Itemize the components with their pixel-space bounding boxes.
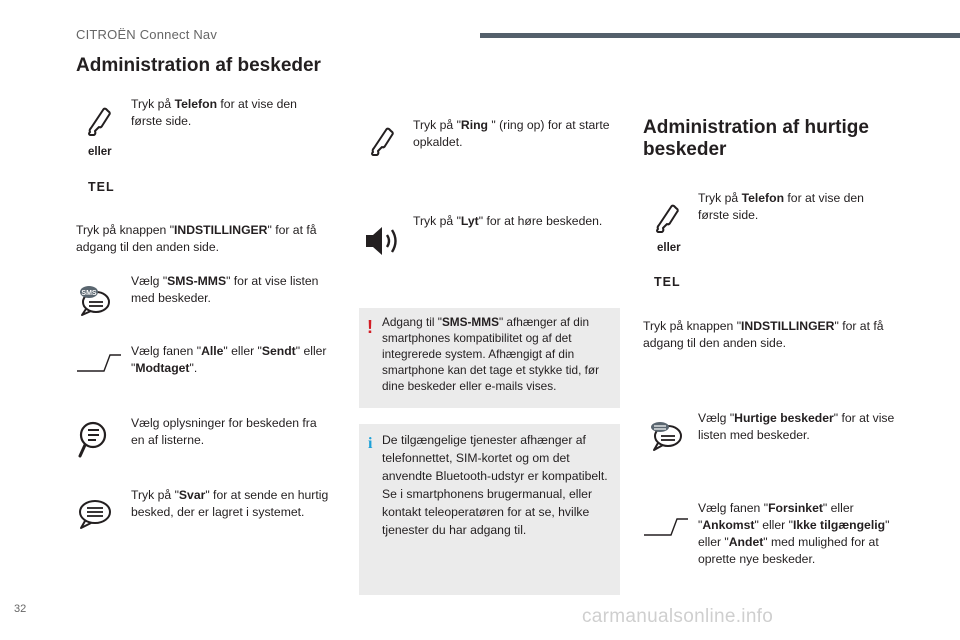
quick-messages-text: Vælg "Hurtige beskeder" for at vise listen med beskeder. xyxy=(698,411,895,442)
s2-step-phone-text: Tryk på Telefon for at vise den første side. xyxy=(698,191,864,222)
s2-tab-selector-icon xyxy=(643,518,689,536)
settings-text: Tryk på knappen "INDSTILLINGER" for at få adgang til den anden side. xyxy=(76,223,317,254)
phone-handset-icon xyxy=(369,126,397,156)
reply-message-icon xyxy=(76,498,112,530)
sms-icon-label: SMS xyxy=(81,290,97,297)
info-text: De tilgængelige tjenester afhænger af telefonnettet, SIM-kortet og om det anvendte Bluetooth-udstyr er kompatibelt. Se i smartphonens brugermanual, eller kontakt teleoperatøren for at se, hvilke tjenester du har adgang til. xyxy=(382,433,608,537)
info-icon: i xyxy=(368,435,373,452)
reply-text: Tryk på "Svar" for at sende en hurtig besked, der er lagret i systemet. xyxy=(131,488,329,519)
phone-handset-icon xyxy=(86,106,114,136)
sms-text: Vælg "SMS-MMS" for at vise listen med beskeder. xyxy=(131,274,319,305)
warning-icon: ! xyxy=(367,317,373,337)
s2-or-label: eller xyxy=(657,242,681,254)
detail-text: Vælg oplysninger for beskeden fra en af listerne. xyxy=(131,416,317,447)
phone-handset-icon xyxy=(654,203,682,233)
s2-settings-text: Tryk på knappen "INDSTILLINGER" for at få adgang til den anden side. xyxy=(643,319,884,350)
sms-message-icon xyxy=(76,283,112,317)
s2-tab-text: Vælg fanen "Forsinket" eller "Ankomst" eller "Ikke tilgængelig" eller "Andet" med mulighed for at oprette nye beskeder. xyxy=(698,501,890,566)
ring-text: Tryk på "Ring " (ring op) for at starte opkaldet. xyxy=(413,118,610,149)
tel-button: TEL xyxy=(88,180,115,194)
listen-text: Tryk på "Lyt" for at høre beskeden. xyxy=(413,214,603,228)
section1-title: Administration af beskeder xyxy=(76,55,321,76)
tab-selector-icon xyxy=(76,354,122,372)
header-brand: CITROËN Connect Nav xyxy=(76,27,218,42)
s2-tel-button: TEL xyxy=(654,275,681,289)
tab-text: Vælg fanen "Alle" eller "Sendt" eller "Modtaget". xyxy=(131,344,327,375)
or-label: eller xyxy=(88,146,112,158)
header-bar xyxy=(480,33,960,38)
quick-message-icon xyxy=(648,420,684,452)
page-number: 32 xyxy=(14,603,27,615)
speaker-icon xyxy=(364,225,400,257)
section2-title: Administration af hurtige beskeder xyxy=(643,117,869,160)
detail-list-icon xyxy=(78,420,110,460)
step-phone-text: Tryk på Telefon for at vise den første side. xyxy=(131,97,297,128)
warning-text: Adgang til "SMS-MMS" afhænger af din smartphones kompatibilitet og af det integrerede system. Afhængigt af din smartphone kan det tage et stykke tid, før dine beskeder eller e-mails vises. xyxy=(382,315,600,393)
watermark: carmanualsonline.info xyxy=(582,606,774,627)
